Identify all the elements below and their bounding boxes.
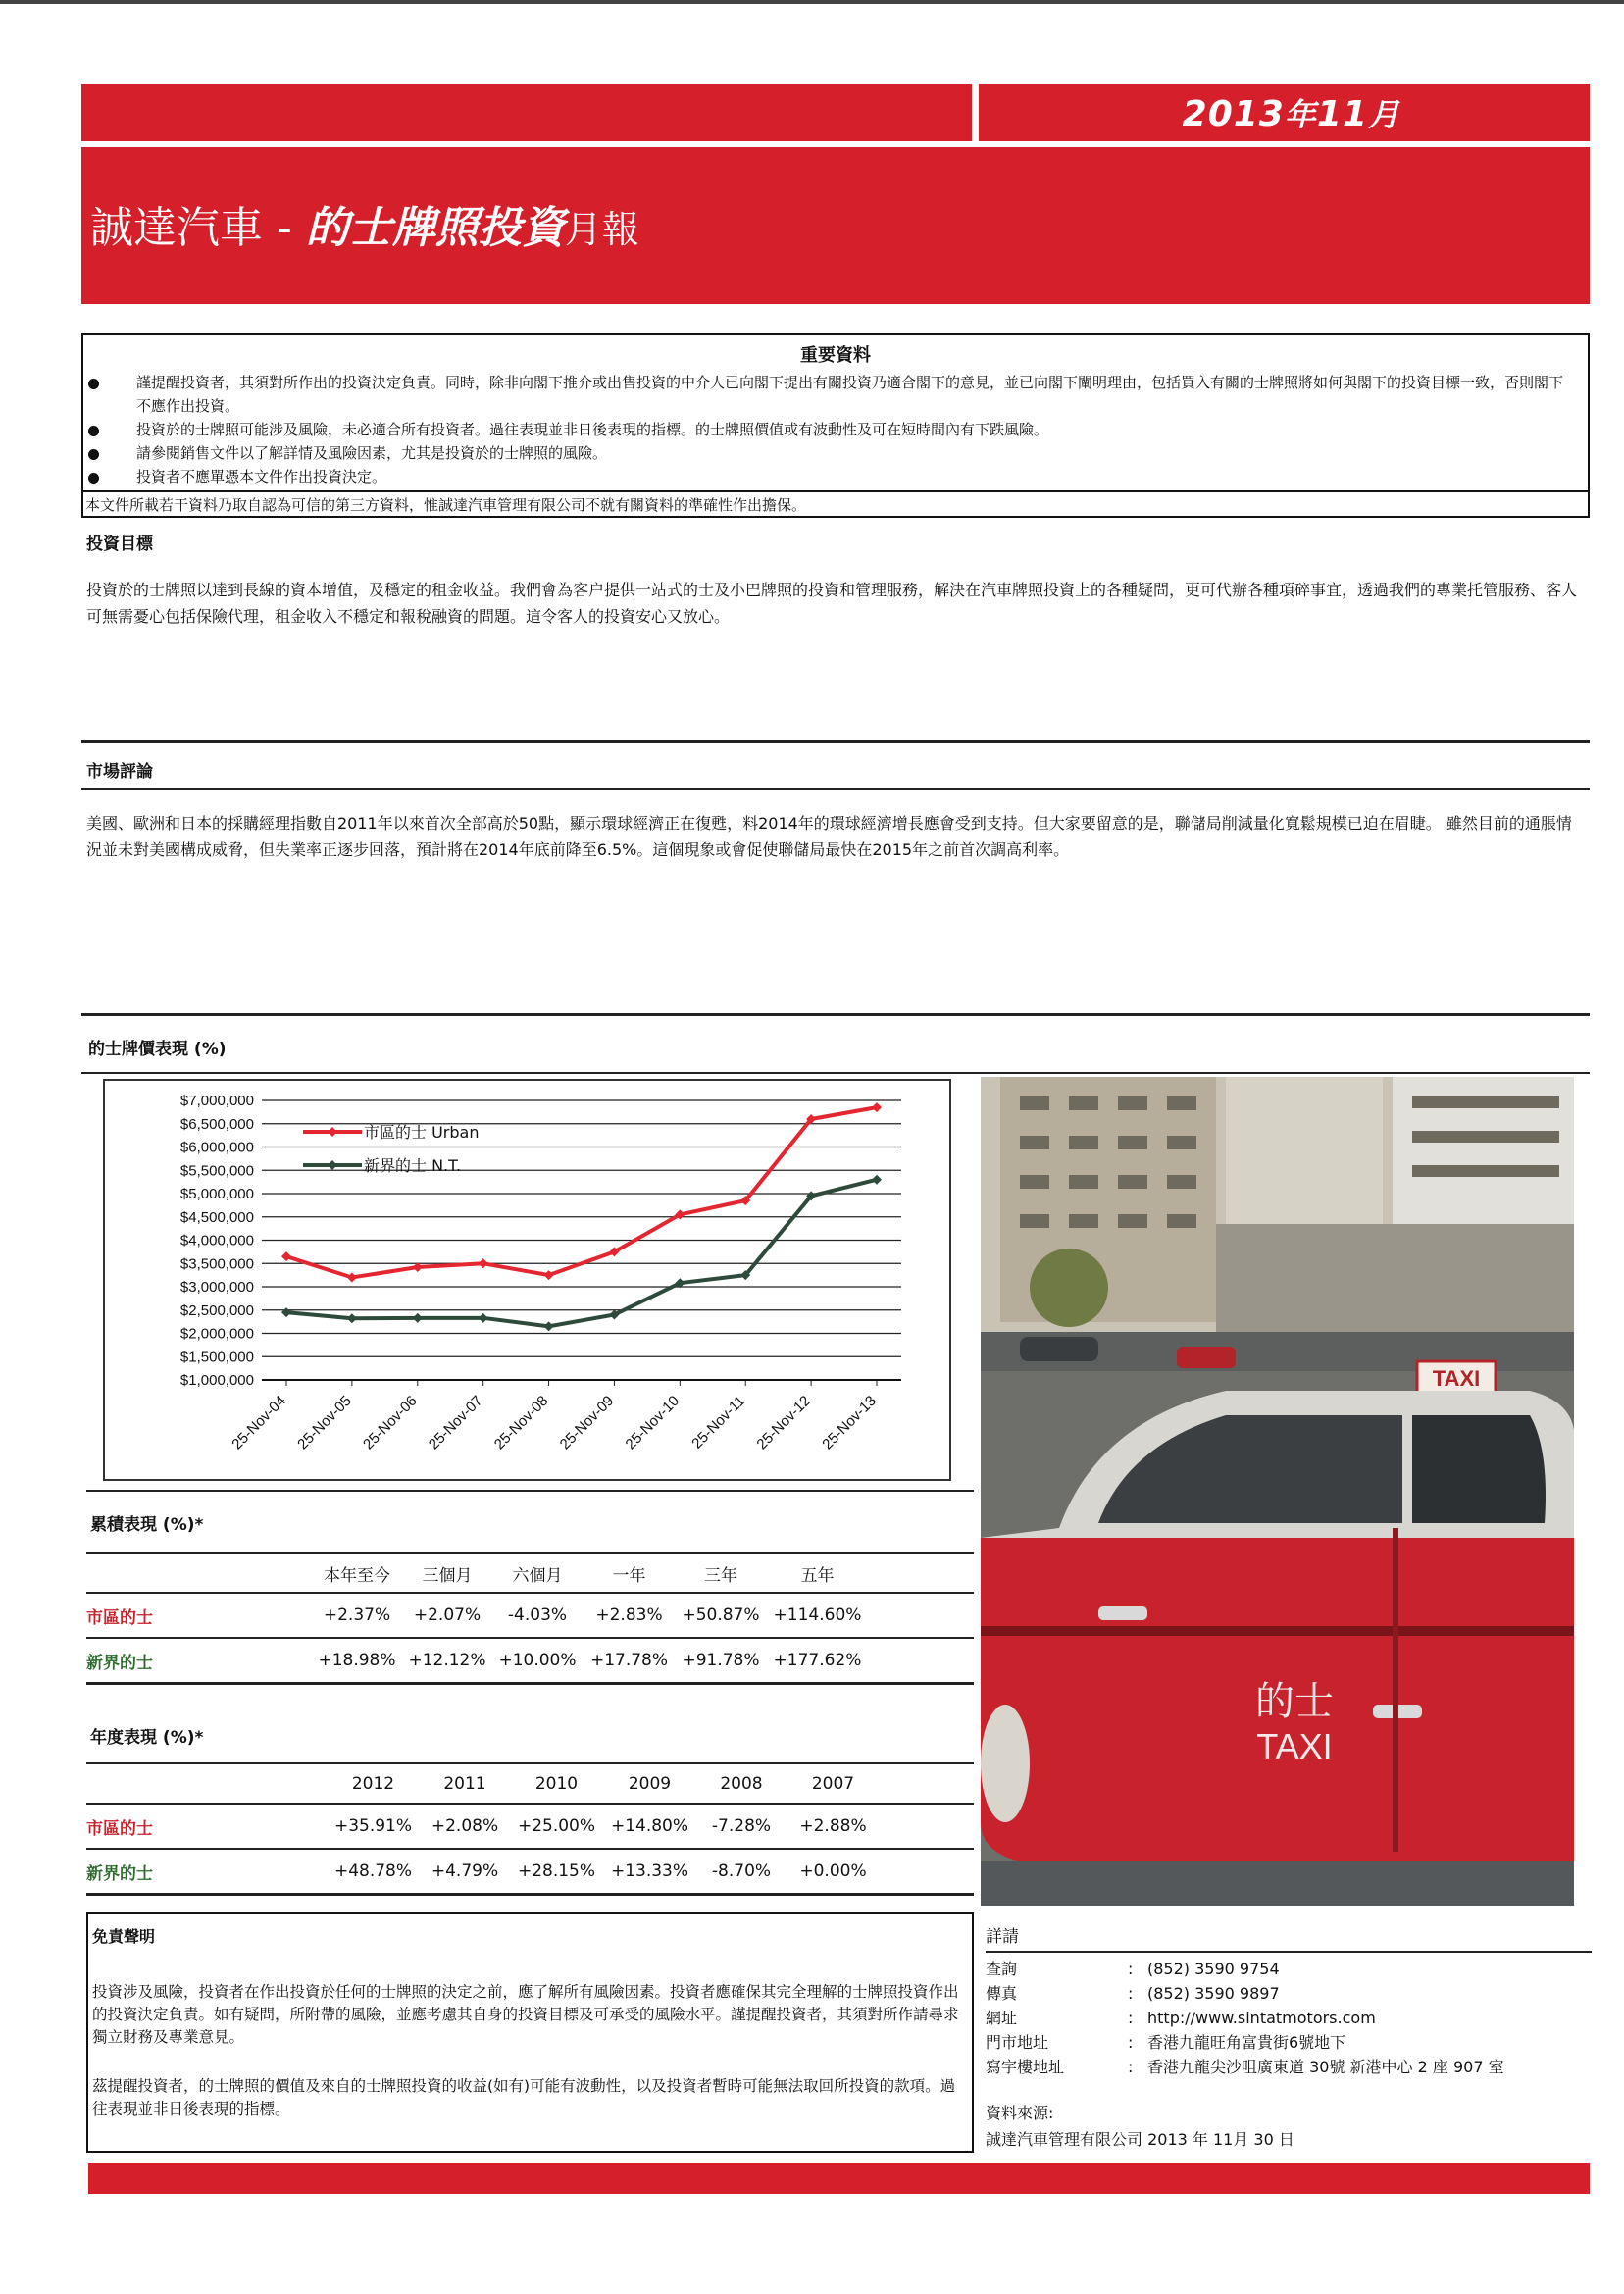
important-item-text: 請參閱銷售文件以了解詳情及風險因素，尤其是投資於的士牌照的風險。	[136, 444, 608, 462]
column-header: 2008	[720, 1774, 763, 1794]
bullet-icon	[88, 449, 99, 460]
report-date	[1183, 90, 1400, 135]
title-topic: 的士牌照投資	[305, 203, 565, 253]
data-point	[872, 1175, 882, 1185]
x-tick-label: 25-Nov-07	[425, 1392, 486, 1453]
table-cell: +2.37%	[323, 1606, 391, 1625]
contact-row	[986, 2055, 1592, 2079]
market-text: 美國、歐洲和日本的採購經理指數自2011年以來首次全部高於50點，顯示環球經濟正在復甦，料2014年的環球經濟增長應會受到支持。但大家要留意的是，聯儲局削減量化寬鬆規模已迫在眉睫。 雖然目前的通脹情況並未對美國構成威脅，但失業率正逐步回落，預計將在2014年底前降至6.5%。這個現象或會促使聯儲局最快在2015年之前首次調高利率。	[86, 814, 1572, 859]
contact-section	[986, 1922, 1592, 2150]
table-cell: +114.60%	[773, 1606, 862, 1625]
contact-colon: :	[1128, 2009, 1134, 2027]
header-bar-left	[81, 84, 972, 141]
important-item	[83, 441, 1588, 465]
table-cell: +4.79%	[431, 1861, 499, 1881]
table-cell: -4.03%	[507, 1606, 568, 1625]
y-tick-label: $5,000,000	[179, 1186, 254, 1202]
annual-table	[86, 1765, 974, 1896]
important-info-list	[83, 371, 1588, 488]
y-tick-label: $6,500,000	[179, 1115, 254, 1133]
date-month: 11	[1316, 94, 1368, 134]
table-cell: -7.28%	[711, 1816, 772, 1836]
table-cell: +35.91%	[333, 1816, 413, 1836]
column-header: 六個月	[512, 1565, 563, 1586]
contact-value: (852) 3590 9897	[1147, 1984, 1280, 2003]
x-tick-label: 25-Nov-12	[753, 1392, 814, 1453]
important-item-text: 投資者不應單憑本文件作出投資決定。	[136, 468, 387, 485]
data-point	[479, 1258, 488, 1268]
bullet-icon	[88, 473, 99, 484]
table-rule	[86, 1762, 974, 1764]
disclaimer-title: 免責聲明	[92, 1927, 156, 1946]
table-cell: -8.70%	[711, 1861, 772, 1881]
table-cell: +50.87%	[682, 1606, 760, 1625]
price-chart-svg	[105, 1081, 949, 1479]
table-cell: +0.00%	[799, 1861, 867, 1881]
date-year: 2013	[1182, 94, 1285, 134]
important-item	[83, 371, 1588, 418]
table-row	[86, 1638, 974, 1684]
data-point	[544, 1321, 554, 1331]
table-cell: +2.88%	[799, 1816, 867, 1836]
x-tick-label: 25-Nov-13	[819, 1392, 880, 1453]
contact-row	[986, 2030, 1592, 2055]
source-text: 誠達汽車管理有限公司 2013 年 11月 30 日	[986, 2130, 1294, 2149]
legend-label: 市區的士 Urban	[364, 1123, 480, 1142]
table-cell: +177.62%	[773, 1651, 862, 1670]
contact-row	[986, 1957, 1592, 1981]
contact-colon: :	[1128, 1984, 1134, 2003]
bullet-icon	[88, 379, 99, 389]
taxi-sign-text: TAXI	[1432, 1366, 1481, 1391]
objective-text: 投資於的士牌照以達到長線的資本增值，及穩定的租金收益。我們會為客户提供一站式的士及小巴牌照的投資和管理服務，解決在汽車牌照投資上的各種疑問，更可代辦各種項碎事宜，透過我們的專業托管服務、客人可無需憂心包括保險代理，租金收入不穩定和報稅融資的問題。這令客人的投資安心又放心。	[86, 581, 1578, 626]
column-header: 2010	[534, 1774, 579, 1794]
table-cell: +14.80%	[610, 1816, 689, 1836]
row-label-urban: 市區的士	[86, 1818, 153, 1839]
taxi-door-text-en: TAXI	[1256, 1726, 1333, 1766]
contact-value: 香港九龍旺角富貴街6號地下	[1147, 2033, 1346, 2052]
y-tick-label: $1,500,000	[179, 1349, 254, 1366]
y-tick-label: $3,000,000	[179, 1279, 254, 1296]
y-tick-label: $2,000,000	[179, 1325, 254, 1343]
date-month-suffix: 月	[1367, 96, 1400, 133]
row-label-urban: 市區的士	[86, 1607, 153, 1628]
table-cell: +91.78%	[682, 1651, 760, 1670]
contact-rule	[986, 1951, 1592, 1953]
table-row	[86, 1849, 974, 1895]
column-header: 本年至今	[324, 1565, 390, 1586]
x-tick-label: 25-Nov-06	[360, 1392, 421, 1453]
contact-colon: :	[1128, 1960, 1134, 1978]
column-header: 2011	[443, 1774, 486, 1794]
table-cell: +18.98%	[318, 1651, 396, 1670]
chart-section-title: 的士牌價表現 (%)	[88, 1040, 227, 1059]
section-divider	[81, 740, 1590, 743]
important-info-title: 重要資料	[800, 345, 871, 366]
annual-header-row	[86, 1765, 974, 1804]
y-tick-label: $1,000,000	[179, 1372, 254, 1389]
price-chart	[103, 1079, 951, 1481]
contact-row	[986, 1981, 1592, 2006]
objective-title: 投資目標	[86, 535, 153, 554]
taxi-door-text-zh: 的士	[1255, 1679, 1334, 1724]
y-tick-label: $5,500,000	[179, 1162, 254, 1180]
legend-marker	[328, 1160, 337, 1170]
row-label-nt: 新界的士	[86, 1653, 153, 1673]
y-tick-label: $7,000,000	[179, 1093, 254, 1109]
x-tick-label: 25-Nov-04	[228, 1392, 289, 1453]
cumulative-title: 累積表現 (%)*	[90, 1515, 204, 1535]
column-header: 2012	[351, 1774, 395, 1794]
series-line	[286, 1180, 877, 1327]
table-rule	[86, 1552, 974, 1554]
x-tick-label: 25-Nov-11	[688, 1392, 749, 1453]
table-cell: +25.00%	[517, 1816, 596, 1836]
section-divider	[86, 1490, 974, 1492]
contact-value: (852) 3590 9754	[1147, 1960, 1280, 1978]
table-cell: +17.78%	[589, 1651, 669, 1670]
section-divider	[81, 1013, 1590, 1016]
column-header: 2007	[811, 1774, 855, 1794]
y-tick-label: $4,000,000	[179, 1232, 254, 1249]
title-separator: -	[263, 203, 306, 253]
contact-label: 傳真	[986, 1984, 1018, 2003]
data-point	[872, 1102, 882, 1112]
footer-bar	[88, 2163, 1590, 2194]
table-cell: +2.83%	[595, 1606, 663, 1625]
table-cell: +10.00%	[498, 1651, 577, 1670]
table-corner	[86, 1555, 312, 1593]
table-cell: +28.15%	[517, 1861, 596, 1881]
table-row	[86, 1593, 974, 1638]
contact-value: 香港九龍尖沙咀廣東道 30號 新港中心 2 座 907 室	[1147, 2058, 1504, 2076]
row-label-nt: 新界的士	[86, 1863, 153, 1884]
x-tick-label: 25-Nov-09	[556, 1392, 618, 1453]
taxi-photo	[981, 1077, 1574, 1906]
contact-label: 門市地址	[986, 2033, 1049, 2052]
contact-row	[986, 2006, 1592, 2030]
bullet-icon	[88, 426, 99, 436]
contact-colon: :	[1128, 2058, 1134, 2076]
contact-label: 網址	[986, 2009, 1018, 2027]
table-corner	[86, 1765, 327, 1804]
important-item	[83, 465, 1588, 488]
column-header: 2009	[628, 1774, 672, 1794]
source-label: 資料來源:	[986, 2104, 1054, 2122]
table-cell: +12.12%	[408, 1651, 486, 1670]
cumulative-table	[86, 1555, 974, 1685]
table-cell: +2.07%	[413, 1606, 482, 1625]
data-point	[281, 1307, 291, 1317]
contact-colon: :	[1128, 2033, 1134, 2052]
disclaimer-box	[86, 1912, 974, 2153]
important-item	[83, 418, 1588, 441]
top-scan-line	[0, 0, 1624, 4]
data-point	[281, 1251, 291, 1261]
y-tick-label: $4,500,000	[179, 1208, 254, 1226]
report-title	[90, 192, 639, 255]
cumulative-header-row	[86, 1555, 974, 1593]
important-item-text: 謹提醒投資者，其須對所作出的投資決定負責。同時，除非向閣下推介或出售投資的中介人已向閣下提出有關投資乃適合閣下的意見，並已向閣下闡明理由，包括買入有關的士牌照將如何與閣下的投資目標一致，否則閣下不應作出投資。	[136, 374, 1564, 415]
table-cell: +13.33%	[610, 1861, 689, 1881]
annual-title: 年度表現 (%)*	[90, 1728, 204, 1748]
y-tick-label: $3,500,000	[179, 1255, 254, 1273]
x-tick-label: 25-Nov-10	[622, 1392, 684, 1453]
contact-label: 查詢	[986, 1960, 1018, 1978]
column-header: 五年	[800, 1565, 835, 1586]
y-tick-label: $6,000,000	[179, 1139, 254, 1156]
section-divider	[81, 1072, 1590, 1074]
contact-rows	[986, 1957, 1592, 2079]
column-header: 三個月	[422, 1565, 473, 1586]
data-point	[544, 1270, 554, 1280]
data-point	[347, 1273, 357, 1283]
table-cell: +2.08%	[431, 1816, 499, 1836]
column-header: 三年	[704, 1565, 737, 1586]
title-suffix: 月報	[564, 208, 639, 251]
x-tick-label: 25-Nov-05	[294, 1392, 355, 1453]
data-point	[347, 1313, 357, 1323]
data-point	[413, 1313, 423, 1323]
market-title: 市場評論	[86, 762, 153, 782]
section-divider	[81, 788, 1590, 790]
important-item-text: 投資於的士牌照可能涉及風險，未必適合所有投資者。過往表現並非日後表現的指標。的士牌照價值或有波動性及可在短時間內有下跌風險。	[136, 421, 1049, 438]
date-year-suffix: 年	[1284, 96, 1317, 133]
contact-title: 詳請	[986, 1927, 1019, 1947]
third-party-disclaimer: 本文件所載若干資料乃取自認為可信的第三方資料，惟誠達汽車管理有限公司不就有關資料的準確性作出擔保。	[81, 490, 1590, 518]
table-row	[86, 1804, 974, 1849]
y-tick-label: $2,500,000	[179, 1301, 254, 1319]
title-company: 誠達汽車	[90, 203, 263, 253]
legend-label: 新界的士 N.T.	[364, 1156, 462, 1175]
disclaimer-para-2: 茲提醒投資者，的士牌照的價值及來自的士牌照投資的收益(如有)可能有波動性，以及投資者暫時可能無法取回所投資的款項。過往表現並非日後表現的指標。	[92, 2077, 956, 2117]
data-point	[479, 1313, 488, 1323]
table-cell: +48.78%	[333, 1861, 413, 1881]
taxi-photo-svg	[981, 1077, 1574, 1906]
disclaimer-para-1: 投資涉及風險，投資者在作出投資於任何的士牌照的決定之前，應了解所有風險因素。投資者應確保其完全理解的士牌照投資作出的投資決定負責。如有疑問，所附帶的風險，並應考慮其自身的投資目標及可承受的風險水平。謹提醒投資者，其須對所作請尋求獨立財務及專業意見。	[92, 1983, 959, 2046]
column-header: 一年	[612, 1565, 646, 1586]
legend-marker	[328, 1127, 337, 1137]
contact-label: 寫字樓地址	[986, 2058, 1065, 2076]
x-tick-label: 25-Nov-08	[490, 1392, 552, 1453]
website-link[interactable]: http://www.sintatmotors.com	[1147, 2009, 1376, 2027]
